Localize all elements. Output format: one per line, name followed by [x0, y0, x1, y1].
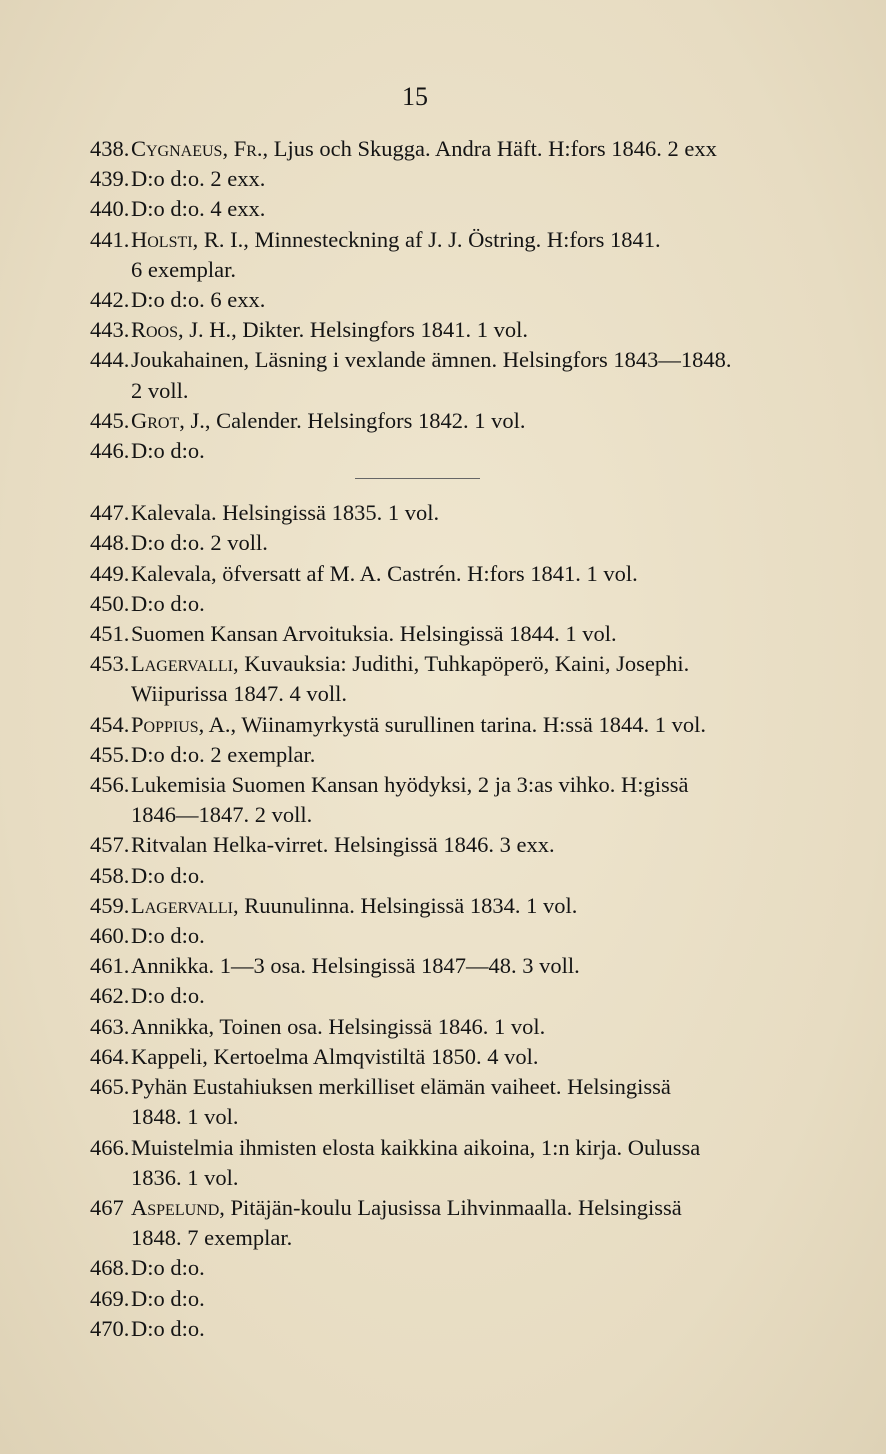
entry-line [131, 166, 265, 191]
catalog-entry [90, 315, 780, 345]
catalog-entry [90, 164, 780, 194]
entry-line [131, 1195, 682, 1220]
entry-author: Aspelund, [131, 1194, 225, 1220]
entry-line [131, 1255, 205, 1280]
entry-number: 457. [90, 832, 130, 858]
entry-number: 463. [90, 1013, 130, 1039]
entry-number: 454. [90, 711, 130, 737]
entry-continuation: 1846—1847. 2 voll. [131, 802, 313, 828]
entry-line [131, 621, 617, 646]
entry-line [131, 1014, 545, 1039]
entry-continuation: 2 voll. [131, 377, 189, 403]
entry-number: 470. [90, 1315, 130, 1341]
entry-author: Lagervalli, [131, 651, 239, 677]
entry-line [131, 500, 439, 525]
catalog-entry [90, 1193, 780, 1253]
entry-number: 450. [90, 590, 130, 616]
entry-number: 442. [90, 287, 130, 313]
entry-continuation: 1836. 1 vol. [131, 1164, 239, 1190]
entry-title: D:o d:o. 6 exx. [131, 287, 266, 313]
entry-continuation: 6 exemplar. [131, 256, 236, 282]
entry-number: 461. [90, 953, 130, 979]
catalog-entry [90, 134, 780, 164]
catalog-entry [90, 1253, 780, 1283]
entry-title: Kappeli, Kertoelma Almqvistiltä 1850. 4 vol. [131, 1043, 539, 1069]
entry-continuation: Wiipurissa 1847. 4 voll. [131, 681, 347, 707]
entry-line [131, 832, 555, 857]
entry-title: Calender. Helsingfors 1842. 1 vol. [210, 407, 526, 433]
entry-title: Joukahainen, Läsning i vexlande ämnen. Helsingfors 1843—1848. [131, 347, 732, 373]
entry-title: Ruunulinna. Helsingissä 1834. 1 vol. [238, 892, 578, 918]
entry-number: 468. [90, 1255, 130, 1281]
catalog-entry [90, 1284, 780, 1314]
entry-number: 456. [90, 772, 130, 798]
entry-author: Poppius, A., [131, 711, 237, 737]
entry-title: Annikka, Toinen osa. Helsingissä 1846. 1 vol. [131, 1013, 546, 1039]
entry-line [131, 1286, 205, 1311]
entry-line [131, 983, 205, 1008]
entry-title: D:o d:o. 2 voll. [131, 530, 268, 556]
entry-number: 462. [90, 983, 130, 1009]
entry-title: D:o d:o. 4 exx. [131, 196, 266, 222]
entry-number: 453. [90, 651, 130, 677]
entry-group-b [90, 498, 780, 1344]
entry-number: 469. [90, 1285, 130, 1311]
catalog-entry [90, 194, 780, 224]
entry-number: 459. [90, 892, 130, 918]
entry-line [131, 136, 717, 161]
entry-number: 446. [90, 438, 130, 464]
catalog-entry [90, 589, 780, 619]
catalog-entry [90, 740, 780, 770]
entry-title: D:o d:o. [131, 438, 205, 464]
catalog-entry [90, 830, 780, 860]
entry-author: Cygnaeus, Fr., [131, 136, 269, 161]
entry-number: 440. [90, 196, 130, 222]
entry-number: 465. [90, 1074, 130, 1100]
catalog-entry [90, 1012, 780, 1042]
entry-line [131, 438, 205, 463]
entry-title: Kalevala. Helsingissä 1835. 1 vol. [131, 500, 440, 526]
entry-number: 455. [90, 741, 130, 767]
entry-number: 447. [90, 500, 130, 526]
entry-line [131, 863, 205, 888]
entry-author: Holsti, R. I., [131, 226, 249, 252]
entry-line [131, 772, 688, 797]
entry-number: 443. [90, 317, 130, 343]
catalog-entry [90, 861, 780, 891]
entry-title: Suomen Kansan Arvoituksia. Helsingissä 1844. 1 vol. [131, 621, 617, 647]
entry-number: 467 [90, 1194, 124, 1220]
catalog-entry [90, 951, 780, 981]
entry-author: Grot, J., [131, 407, 211, 433]
entry-number: 449. [90, 560, 130, 586]
entry-line [131, 347, 732, 372]
entry-line [131, 953, 580, 978]
entry-number: 441. [90, 226, 130, 252]
entry-title: D:o d:o. [131, 862, 205, 888]
entry-line [131, 408, 525, 433]
entry-title: Minnesteckning af J. J. Östring. H:fors 1841. [248, 226, 661, 252]
entry-number: 448. [90, 530, 130, 556]
entry-line [131, 530, 268, 555]
catalog-entry [90, 649, 780, 709]
entry-number: 451. [90, 621, 130, 647]
entry-continuation: 1848. 7 exemplar. [131, 1225, 293, 1251]
entry-title: Wiinamyrkystä surullinen tarina. H:ssä 1844. 1 vol. [236, 711, 707, 737]
entry-title: Pyhän Eustahiuksen merkilliset elämän vaiheet. Helsingissä [131, 1074, 671, 1100]
entry-number: 458. [90, 862, 130, 888]
entry-title: D:o d:o. [131, 590, 205, 616]
entry-line [131, 1316, 205, 1341]
catalog-entry [90, 981, 780, 1011]
entry-line [131, 196, 265, 221]
entry-title: D:o d:o. 2 exemplar. [131, 741, 316, 767]
entry-number: 444. [90, 347, 130, 373]
entry-line [131, 1074, 671, 1099]
entry-number: 464. [90, 1043, 130, 1069]
catalog-entry [90, 710, 780, 740]
entry-author: Roos, J. H., [131, 317, 237, 343]
entry-line [131, 317, 528, 342]
entry-number: 460. [90, 923, 130, 949]
entry-title: Dikter. Helsingfors 1841. 1 vol. [236, 317, 529, 343]
entry-line [131, 561, 638, 586]
entry-number: 439. [90, 166, 130, 192]
catalog-entry [90, 770, 780, 830]
catalog-entry [90, 559, 780, 589]
entry-line [131, 591, 205, 616]
entry-title: Pitäjän-koulu Lajusissa Lihvinmaalla. Helsingissä [224, 1194, 682, 1220]
entry-title: D:o d:o. [131, 983, 205, 1009]
entry-group-a [90, 134, 780, 466]
entry-title: D:o d:o. [131, 1285, 205, 1311]
catalog-entry [90, 1072, 780, 1132]
entry-author: Lagervalli, [131, 892, 239, 918]
entry-line [131, 742, 315, 767]
catalog-entry [90, 498, 780, 528]
entry-number: 445. [90, 407, 130, 433]
entry-line [131, 893, 577, 918]
entry-title: D:o d:o. 2 exx. [131, 166, 266, 192]
entry-title: Ljus och Skugga. Andra Häft. H:fors 1846. 2 exx [268, 136, 717, 161]
entry-line [131, 1135, 700, 1160]
entry-title: Muistelmia ihmisten elosta kaikkina aikoina, 1:n kirja. Oulussa [131, 1134, 701, 1160]
entry-title: Kalevala, öfversatt af M. A. Castrén. H:fors 1841. 1 vol. [131, 560, 638, 586]
catalog-entry [90, 1314, 780, 1344]
entry-number: 438. [90, 136, 130, 161]
entry-title: D:o d:o. [131, 923, 205, 949]
entry-number: 466. [90, 1134, 130, 1160]
entry-line [131, 227, 661, 252]
catalog-entry [90, 528, 780, 558]
catalog-entry [90, 406, 780, 436]
entry-line [131, 651, 689, 676]
catalog-entry [90, 285, 780, 315]
catalog-entry [90, 1133, 780, 1193]
catalog-entry [90, 225, 780, 285]
catalog-entry [90, 619, 780, 649]
section-divider [355, 478, 480, 479]
entry-title: D:o d:o. [131, 1255, 205, 1281]
catalog-entry [90, 921, 780, 951]
page-number: 15 [402, 82, 428, 111]
entry-title: Annikka. 1—3 osa. Helsingissä 1847—48. 3 voll. [131, 953, 580, 979]
catalog-entry [90, 891, 780, 921]
entry-line [131, 287, 265, 312]
entry-title: Ritvalan Helka-virret. Helsingissä 1846. 3 exx. [131, 832, 555, 858]
catalog-entry [90, 436, 780, 466]
catalog-entries [90, 134, 780, 1344]
entry-line [131, 712, 706, 737]
entry-continuation: 1848. 1 vol. [131, 1104, 239, 1130]
entry-line [131, 1044, 538, 1069]
catalog-entry [90, 1042, 780, 1072]
entry-line [131, 923, 205, 948]
catalog-entry [90, 345, 780, 405]
entry-title: D:o d:o. [131, 1315, 205, 1341]
entry-title: Kuvauksia: Judithi, Tuhkapöperö, Kaini, Josephi. [238, 651, 690, 677]
entry-title: Lukemisia Suomen Kansan hyödyksi, 2 ja 3:as vihko. H:gissä [131, 772, 689, 798]
